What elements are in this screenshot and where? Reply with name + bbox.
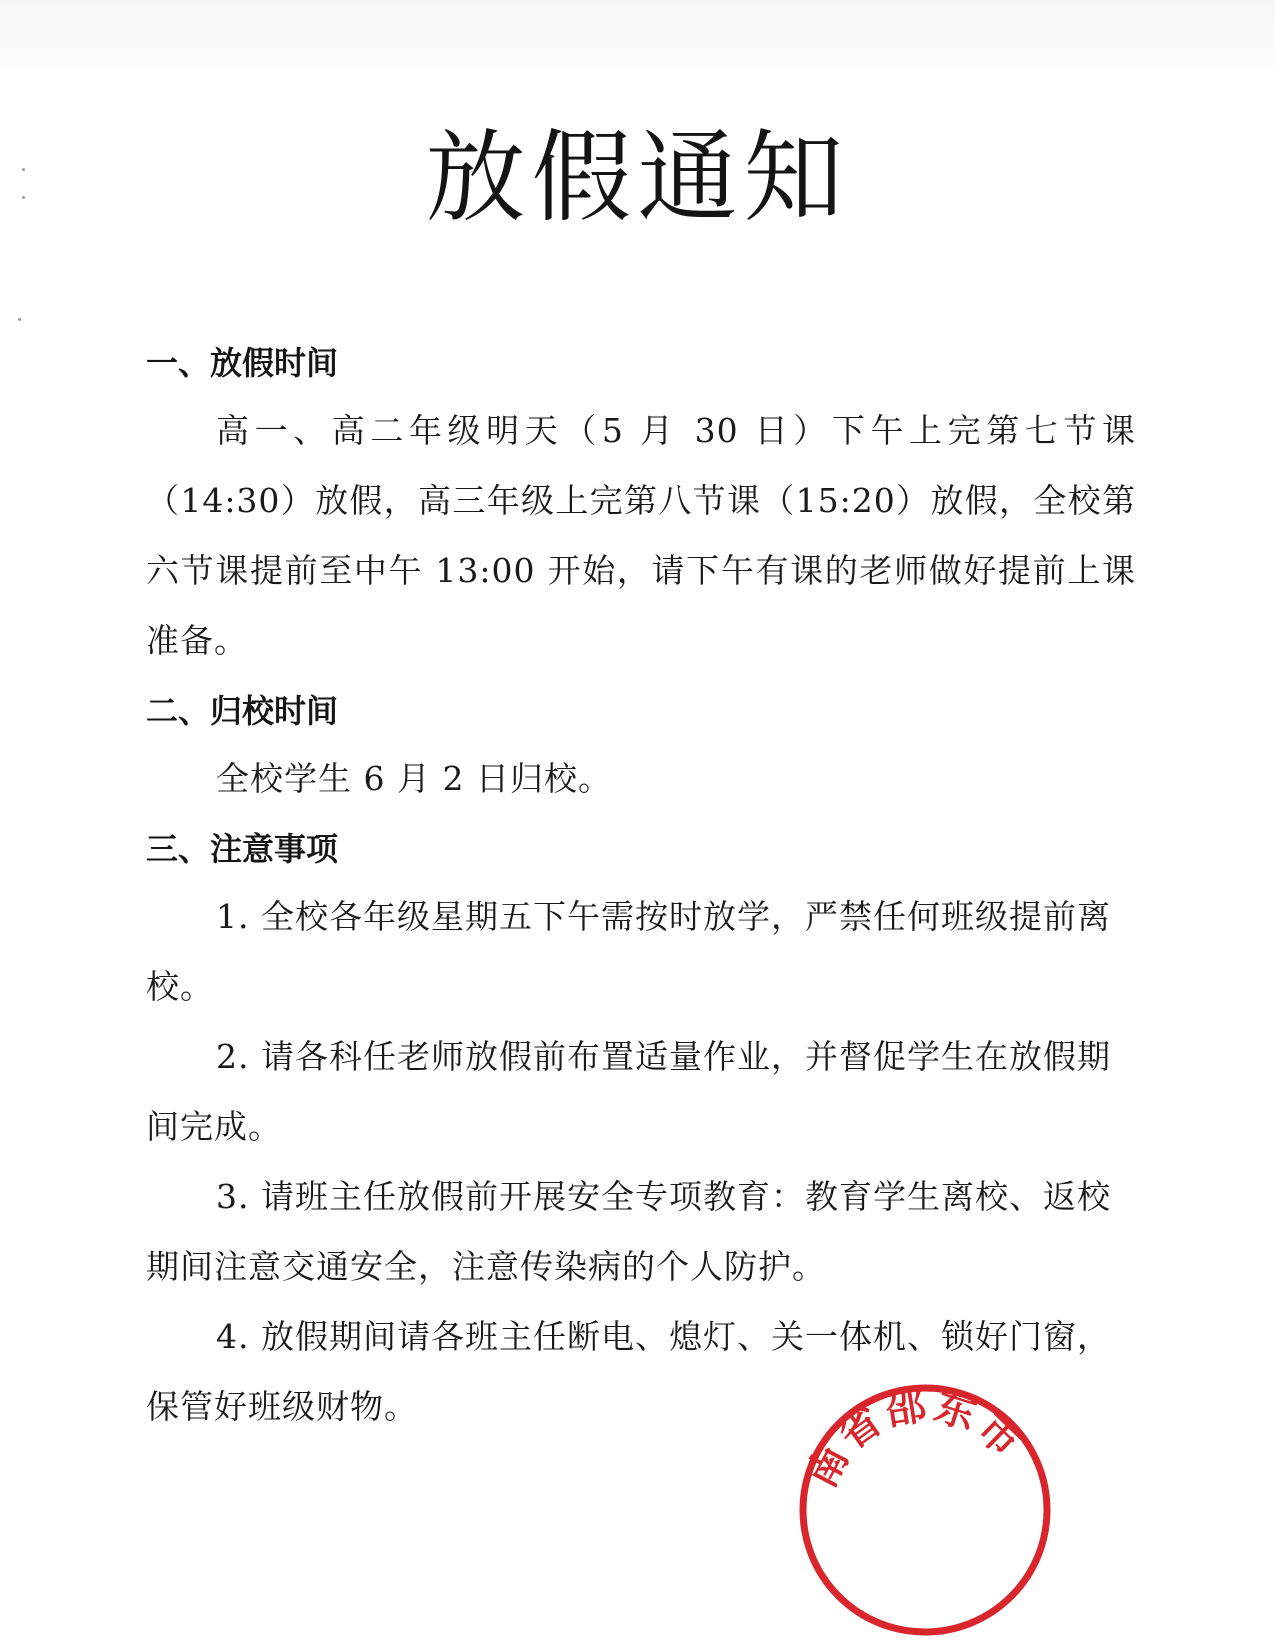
note-item-1: 1. 全校各年级星期五下午需按时放学，严禁任何班级提前离校。 bbox=[146, 897, 1111, 1006]
note-item-2: 2. 请各科任老师放假前布置适量作业，并督促学生在放假期间完成。 bbox=[146, 1037, 1111, 1146]
section-heading-holiday-time: 一、放假时间 bbox=[146, 344, 339, 382]
holiday-time-paragraph: 高一、高二年级明天（5 月 30 日）下午上完第七节课（14:30）放假，高三年级上完第八节课（15:20）放假，全校第六节课提前至中午 13:00 开始，请下午有课的老师做好提前上课准备。 bbox=[146, 411, 1136, 660]
scan-speck bbox=[18, 318, 21, 321]
official-seal bbox=[790, 1375, 1060, 1645]
return-time-paragraph: 全校学生 6 月 2 日归校。 bbox=[216, 759, 612, 798]
note-item-4: 4. 放假期间请各班主任断电、熄灯、关一体机、锁好门窗，保管好班级财物。 bbox=[146, 1317, 1111, 1426]
section-heading-return-time: 二、归校时间 bbox=[146, 692, 339, 730]
section-heading-notes: 三、注意事项 bbox=[146, 830, 339, 868]
seal-text: 南省邵东市 bbox=[798, 1382, 1032, 1496]
note-item-3: 3. 请班主任放假前开展安全专项教育：教育学生离校、返校期间注意交通安全，注意传染病的个人防护。 bbox=[146, 1177, 1111, 1286]
notice-title: 放假通知 bbox=[425, 119, 850, 236]
notice-body bbox=[146, 330, 1136, 1442]
